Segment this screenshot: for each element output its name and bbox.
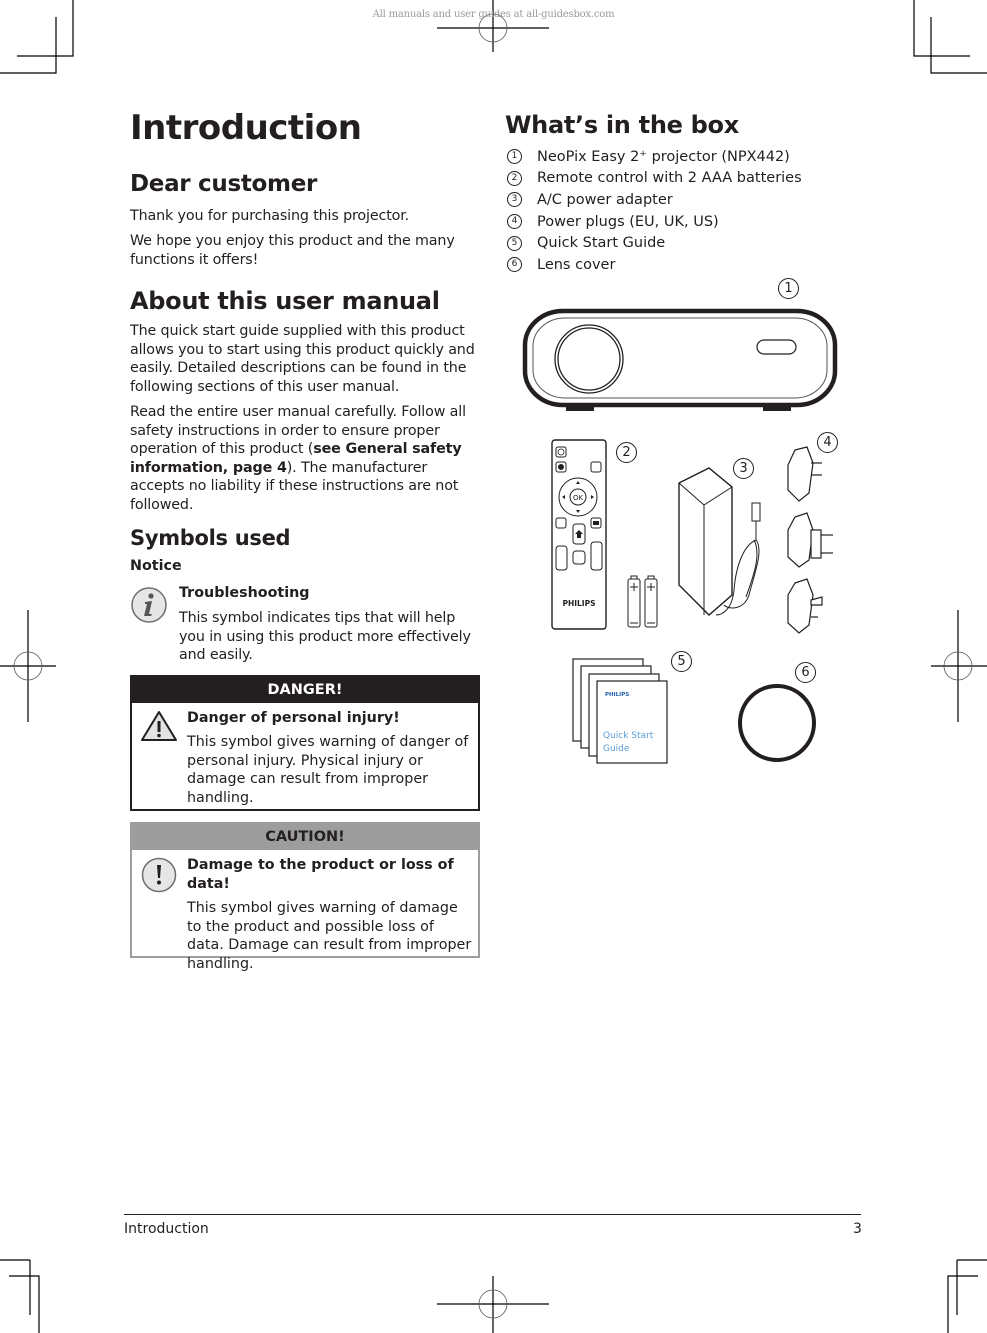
qsg-title-line-2: Guide <box>603 744 630 754</box>
power-plugs-illustration <box>785 445 840 635</box>
box-contents-list <box>505 146 802 276</box>
about-text-start: Read the entire user manual carefully. Follow all safety instructions in order to ensure proper operation of this product ( <box>130 404 466 458</box>
symbols-heading: Symbols used <box>130 526 291 550</box>
danger-box <box>130 675 480 811</box>
warning-triangle-icon <box>140 709 178 743</box>
item-label: Quick Start Guide <box>537 235 666 252</box>
about-manual-paragraph-2 <box>130 403 482 515</box>
footer-divider <box>124 1214 861 1215</box>
page-number: 3 <box>853 1221 862 1237</box>
qsg-title-line-1: Quick Start <box>603 731 654 741</box>
projector-illustration <box>520 305 840 415</box>
remote-control-illustration <box>550 438 610 633</box>
troubleshooting-title: Troubleshooting <box>179 585 310 601</box>
callout-1: 1 <box>778 278 799 299</box>
caution-box <box>130 822 480 972</box>
info-icon <box>130 586 168 624</box>
list-item <box>505 211 802 233</box>
dear-customer-paragraph-2: We hope you enjoy this product and the many functions it offers! <box>130 233 455 268</box>
watermark: All manuals and user guides at all-guidesbox.com <box>372 9 615 20</box>
caution-text: This symbol gives warning of damage to the product and possible loss of data. Damage can result from improper handling. <box>187 900 472 972</box>
caution-header: CAUTION! <box>132 824 478 850</box>
item-number: 4 <box>507 214 522 229</box>
list-item <box>505 232 802 254</box>
about-manual-heading: About this user manual <box>130 287 440 315</box>
page-title: Introduction <box>130 108 362 148</box>
item-label: A/C power adapter <box>537 191 673 208</box>
dear-customer-heading: Dear customer <box>130 171 318 197</box>
whats-in-box-heading: What’s in the box <box>505 111 739 139</box>
remote-brand: PHILIPS <box>562 599 596 608</box>
power-adapter-illustration <box>674 465 774 635</box>
lens-cover-illustration <box>735 684 819 764</box>
item-number: 3 <box>507 192 522 207</box>
callout-6: 6 <box>795 662 816 683</box>
callout-5: 5 <box>671 651 692 672</box>
item-number: 2 <box>507 171 522 186</box>
item-number: 5 <box>507 236 522 251</box>
item-label: Lens cover <box>537 256 616 273</box>
list-item <box>505 146 802 168</box>
exclamation-circle-icon <box>140 856 178 894</box>
troubleshooting-text: This symbol indicates tips that will help you in using this product more effectively and easily. <box>179 610 471 664</box>
item-label: NeoPix Easy 2⁺ projector (NPX442) <box>537 148 790 165</box>
item-label: Power plugs (EU, UK, US) <box>537 213 719 230</box>
quick-start-guide-illustration <box>570 657 670 767</box>
callout-4: 4 <box>817 432 838 453</box>
list-item <box>505 168 802 190</box>
danger-header: DANGER! <box>132 677 478 703</box>
batteries-illustration <box>624 575 664 630</box>
callout-2: 2 <box>616 442 637 463</box>
footer-section-name: Introduction <box>124 1221 209 1237</box>
dear-customer-paragraph-1: Thank you for purchasing this projector. <box>130 208 410 224</box>
callout-3: 3 <box>733 458 754 479</box>
danger-text: This symbol gives warning of danger of personal injury. Physical injury or damage can result from improper handling. <box>187 734 469 806</box>
item-number: 1 <box>507 149 522 164</box>
about-text-end: ). The manufacturer accepts no liability if these instructions are not followed. <box>130 459 459 513</box>
list-item <box>505 189 802 211</box>
item-number: 6 <box>507 257 522 272</box>
notice-label: Notice <box>130 558 182 574</box>
ok-button-label: OK <box>572 494 584 502</box>
danger-title: Danger of personal injury! <box>187 710 400 726</box>
caution-title: Damage to the product or loss of data! <box>187 857 454 892</box>
about-manual-paragraph-1: The quick start guide supplied with this product allows you to start using this product quickly and easily. Detailed descriptions can be found in the following sections of this user manual. <box>130 323 475 395</box>
list-item <box>505 254 802 276</box>
safety-info-reference: see General safety information, page 4 <box>130 441 462 476</box>
item-label: Remote control with 2 AAA batteries <box>537 170 802 187</box>
qsg-brand: PHILIPS <box>605 692 630 698</box>
